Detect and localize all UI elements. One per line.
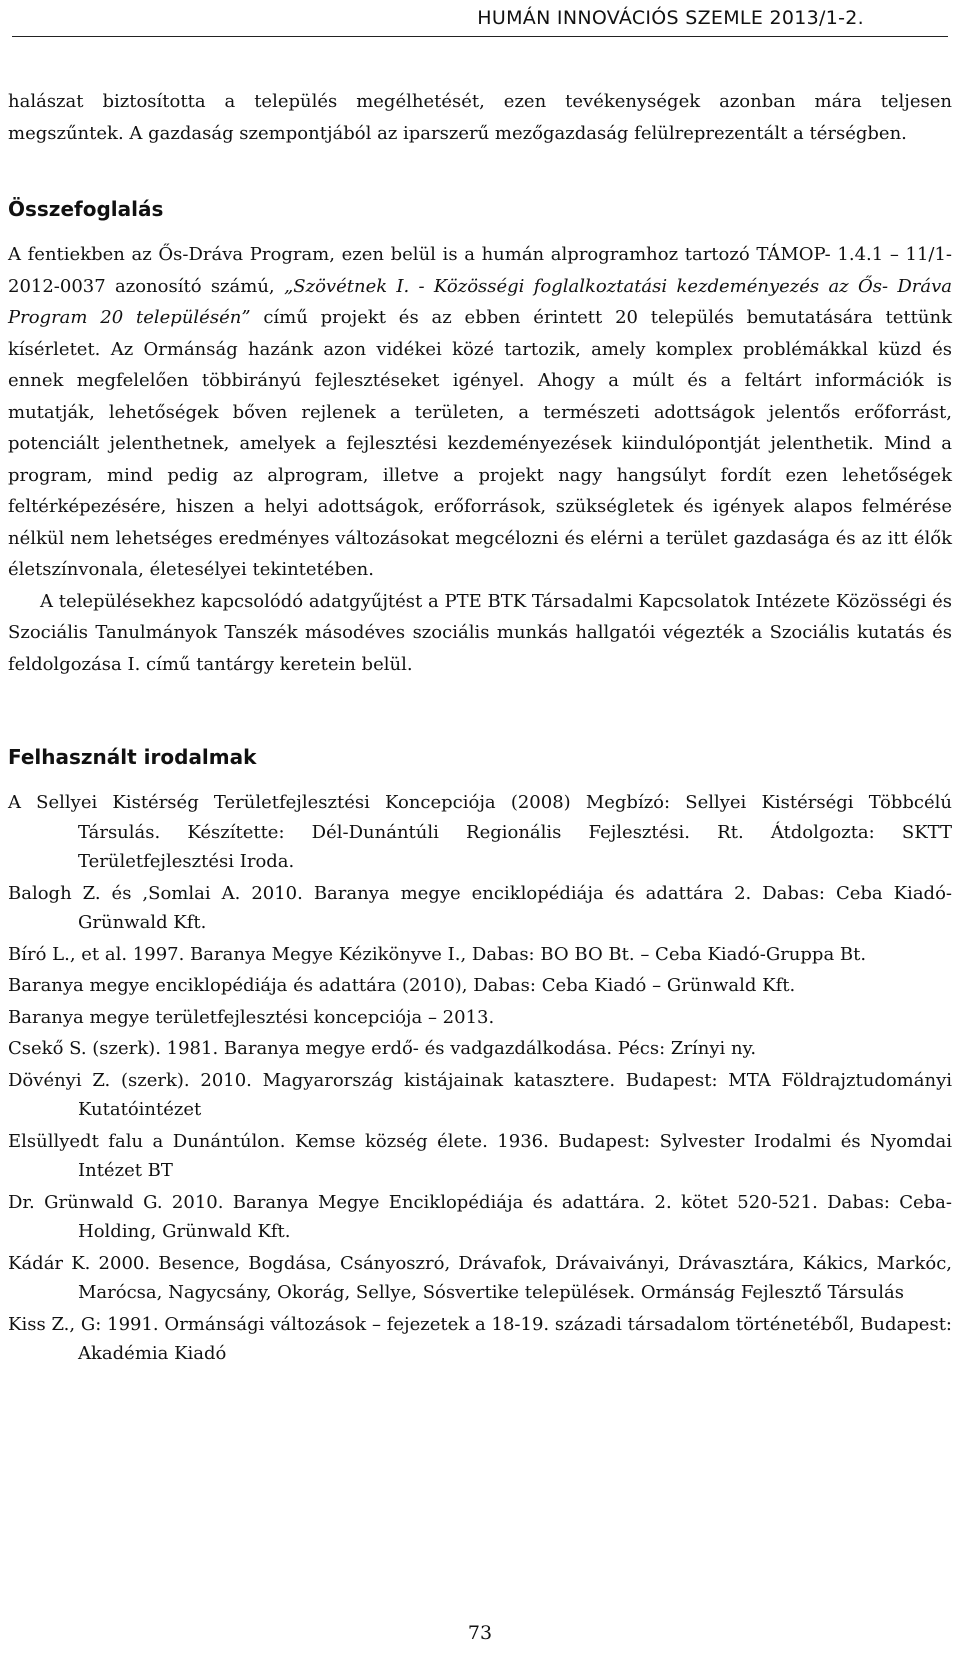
- reference-item: Dövényi Z. (szerk). 2010. Magyarország kistájainak katasztere. Budapest: MTA Földrajztudományi Kutatóintézet: [8, 1069, 952, 1120]
- header-rule: [12, 36, 948, 37]
- project-title-italic: „Szövétnek I. - Közösségi foglalkoztatási kezdeményezés az Ős- Dráva Program 20 településén”: [8, 275, 952, 328]
- references-list: [8, 788, 952, 1369]
- reference-item: Baranya megye enciklopédiája és adattára (2010), Dabas: Ceba Kiadó – Grünwald Kft.: [8, 975, 796, 996]
- summary-heading: Összefoglalás: [8, 197, 164, 221]
- reference-item: Kiss Z., G: 1991. Ormánsági változások – fejezetek a 18-19. századi társadalom történetéből, Budapest: Akadémia Kiadó: [8, 1313, 952, 1364]
- reference-item: Bíró L., et al. 1997. Baranya Megye Kézikönyve I., Dabas: BO BO Bt. – Ceba Kiadó-Gruppa Bt.: [8, 943, 867, 965]
- page-content: [8, 86, 952, 1371]
- reference-item: Csekő S. (szerk). 1981. Baranya megye erdő- és vadgazdálkodása. Pécs: Zrínyi ny.: [8, 1038, 757, 1059]
- summary-p1-before: A fentiekben az Ős-Dráva Program, ezen belül is a humán alprogramhoz tartozó TÁMOP- 1.4.1 – 11/1- 2012-0037 azonosító számú,: [8, 244, 952, 297]
- summary-paragraph-1: [8, 239, 952, 586]
- running-header: HUMÁN INNOVÁCIÓS SZEMLE 2013/1-2.: [477, 7, 864, 29]
- reference-item: Elsüllyedt falu a Dunántúlon. Kemse község élete. 1936. Budapest: Sylvester Irodalmi és Nyomdai Intézet BT: [8, 1130, 952, 1181]
- reference-item: Kádár K. 2000. Besence, Bogdása, Csányoszró, Drávafok, Drávaiványi, Drávasztára, Kákics, Markóc, Marócsa, Nagycsány, Okorág, Sellye, Sósvertike települések. Ormánság Fejlesztő Társulás: [8, 1252, 952, 1303]
- page-number: 73: [467, 1622, 493, 1644]
- reference-item: A Sellyei Kistérség Területfejlesztési Koncepciója (2008) Megbízó: Sellyei Kistérségi Többcélú Társulás. Készítette: Dél-Dunántúli Regionális Fejlesztési. Rt. Átdolgozta: SKTT Területfejlesztési Iroda.: [8, 792, 952, 872]
- summary-paragraph-2: A településekhez kapcsolódó adatgyűjtést a PTE BTK Társadalmi Kapcsolatok Intézete Közösségi és Szociális Tanulmányok Tanszék másodéves szociális munkás hallgatói végezték a Szociális kutatás és feldolgozása I. című tantárgy keretein belül.: [8, 590, 952, 675]
- continuation-paragraph: halászat biztosította a település megélhetését, ezen tevékenységek azonban mára teljesen megszűntek. A gazdaság szempontjából az iparszerű mezőgazdaság felülreprezentált a térségben.: [8, 91, 952, 144]
- references-heading: Felhasznált irodalmak: [8, 745, 257, 769]
- reference-item: Dr. Grünwald G. 2010. Baranya Megye Enciklopédiája és adattára. 2. kötet 520-521. Dabas: Ceba-Holding, Grünwald Kft.: [8, 1191, 952, 1242]
- reference-item: Baranya megye területfejlesztési koncepciója – 2013.: [8, 1006, 495, 1028]
- summary-p1-after: című projekt és az ebben érintett 20 település bemutatására tettünk kísérletet. Az Ormánság hazánk azon vidékei közé tartozik, amely komplex problémákkal küzd és ennek megfelelően többirányú fejlesztéseket igényel. Ahogy a múlt és a feltárt információk is mutatják, lehetőségek bőven rejlenek a területen, a természeti adottságok jelentős erőforrást, potenciált jelenthetnek, amelyek a fejlesztési kezdeményezések kiindulópontját jelenthetik. Mind a program, mind pedig az alprogram, illetve a projekt nagy hangsúlyt fordít ezen lehetőségek feltérképezésére, hiszen a helyi adottságok, erőforrások, szükségletek és igények alapos felmérése nélkül nem lehetséges eredményes változásokat megcélozni és elérni a terület gazdasága és az itt élők életszínvonala, életesélyei tekintetében.: [8, 307, 952, 580]
- reference-item: Balogh Z. és ,Somlai A. 2010. Baranya megye enciklopédiája és adattára 2. Dabas: Ceba Kiadó-Grünwald Kft.: [8, 882, 952, 933]
